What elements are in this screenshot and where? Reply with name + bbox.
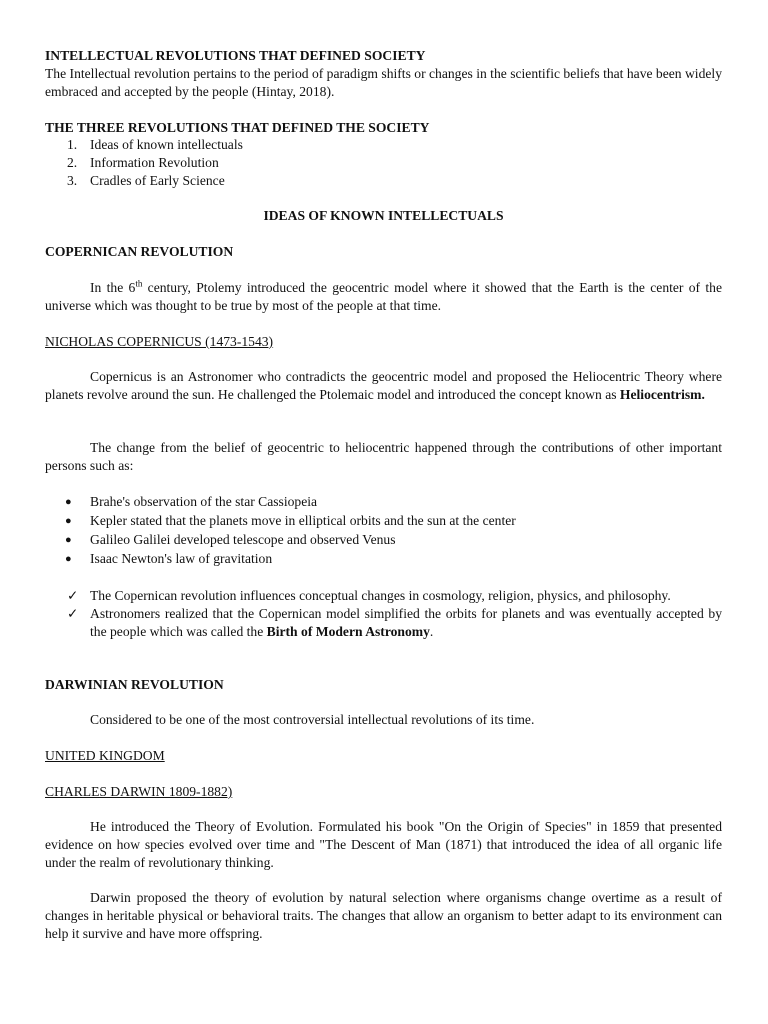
checkmark-icon: ✓ bbox=[67, 588, 79, 603]
country-subheading: UNITED KINGDOM bbox=[45, 748, 165, 763]
copernican-paragraph-3: The change from the belief of geocentric to heliocentric happened through the contributions of other important persons such as: bbox=[45, 440, 722, 473]
document-title: INTELLECTUAL REVOLUTIONS THAT DEFINED SOCIETY bbox=[45, 48, 426, 63]
list-item: 1. Ideas of known intellectuals bbox=[67, 137, 243, 152]
list-item: 2. Information Revolution bbox=[67, 155, 219, 170]
bullet-icon: ● bbox=[65, 534, 72, 546]
list-item: ● Galileo Galilei developed telescope and observed Venus bbox=[65, 532, 396, 547]
list-item: 3. Cradles of Early Science bbox=[67, 173, 225, 188]
list-item: ✓ Astronomers realized that the Copernican model simplified the orbits for planets and was eventually accepted by the people which was called the Birth of Modern Astronomy. bbox=[67, 606, 722, 639]
darwinian-paragraph-3: Darwin proposed the theory of evolution by natural selection where organisms change overtime as a result of changes in heritable physical or behavioral traits. The changes that allow an organism to better adapt to its environment can help it survive and have more offspring. bbox=[45, 890, 722, 941]
darwin-subheading: CHARLES DARWIN 1809-1882) bbox=[45, 784, 233, 799]
bullet-icon: ● bbox=[65, 496, 72, 508]
darwinian-heading: DARWINIAN REVOLUTION bbox=[45, 677, 224, 692]
bullet-icon: ● bbox=[65, 515, 72, 527]
list-item: ● Kepler stated that the planets move in elliptical orbits and the sun at the center bbox=[65, 513, 516, 528]
contributors-list bbox=[45, 493, 722, 568]
checkmark-icon: ✓ bbox=[67, 606, 79, 621]
list-item: ✓ The Copernican revolution influences conceptual changes in cosmology, religion, physics, and philosophy. bbox=[67, 588, 671, 603]
bullet-icon: ● bbox=[65, 553, 72, 565]
ideas-heading: IDEAS OF KNOWN INTELLECTUALS bbox=[263, 208, 504, 223]
darwinian-paragraph-1: Considered to be one of the most controversial intellectual revolutions of its time. bbox=[90, 712, 535, 727]
list-item: ● Isaac Newton's law of gravitation bbox=[65, 551, 273, 566]
copernican-paragraph-1: In the 6th century, Ptolemy introduced the geocentric model where it showed that the Earth is the center of the universe which was thought to be true by most of the people at that time. bbox=[45, 278, 722, 313]
intro-paragraph: The Intellectual revolution pertains to the period of paradigm shifts or changes in the scientific beliefs that have been widely embraced and accepted by the people (Hintay, 2018). bbox=[45, 66, 722, 99]
three-revolutions-list bbox=[45, 136, 722, 190]
three-revolutions-heading: THE THREE REVOLUTIONS THAT DEFINED THE SOCIETY bbox=[45, 120, 430, 135]
findings-checklist bbox=[45, 587, 722, 641]
darwinian-paragraph-2: He introduced the Theory of Evolution. Formulated his book "On the Origin of Species" in 1859 that presented evidence on how species evolved over time and "The Descent of Man (1871) that introduced the idea of all organic life under the realm of revolutionary thinking. bbox=[45, 819, 722, 870]
copernican-paragraph-2: Copernicus is an Astronomer who contradicts the geocentric model and proposed the Heliocentric Theory where planets revolve around the sun. He challenged the Ptolemaic model and introduced the concept known as Heliocentrism. bbox=[45, 369, 722, 402]
list-item: ● Brahe's observation of the star Cassiopeia bbox=[65, 494, 318, 509]
copernicus-subheading: NICHOLAS COPERNICUS (1473-1543) bbox=[45, 334, 274, 349]
copernican-heading: COPERNICAN REVOLUTION bbox=[45, 244, 234, 259]
